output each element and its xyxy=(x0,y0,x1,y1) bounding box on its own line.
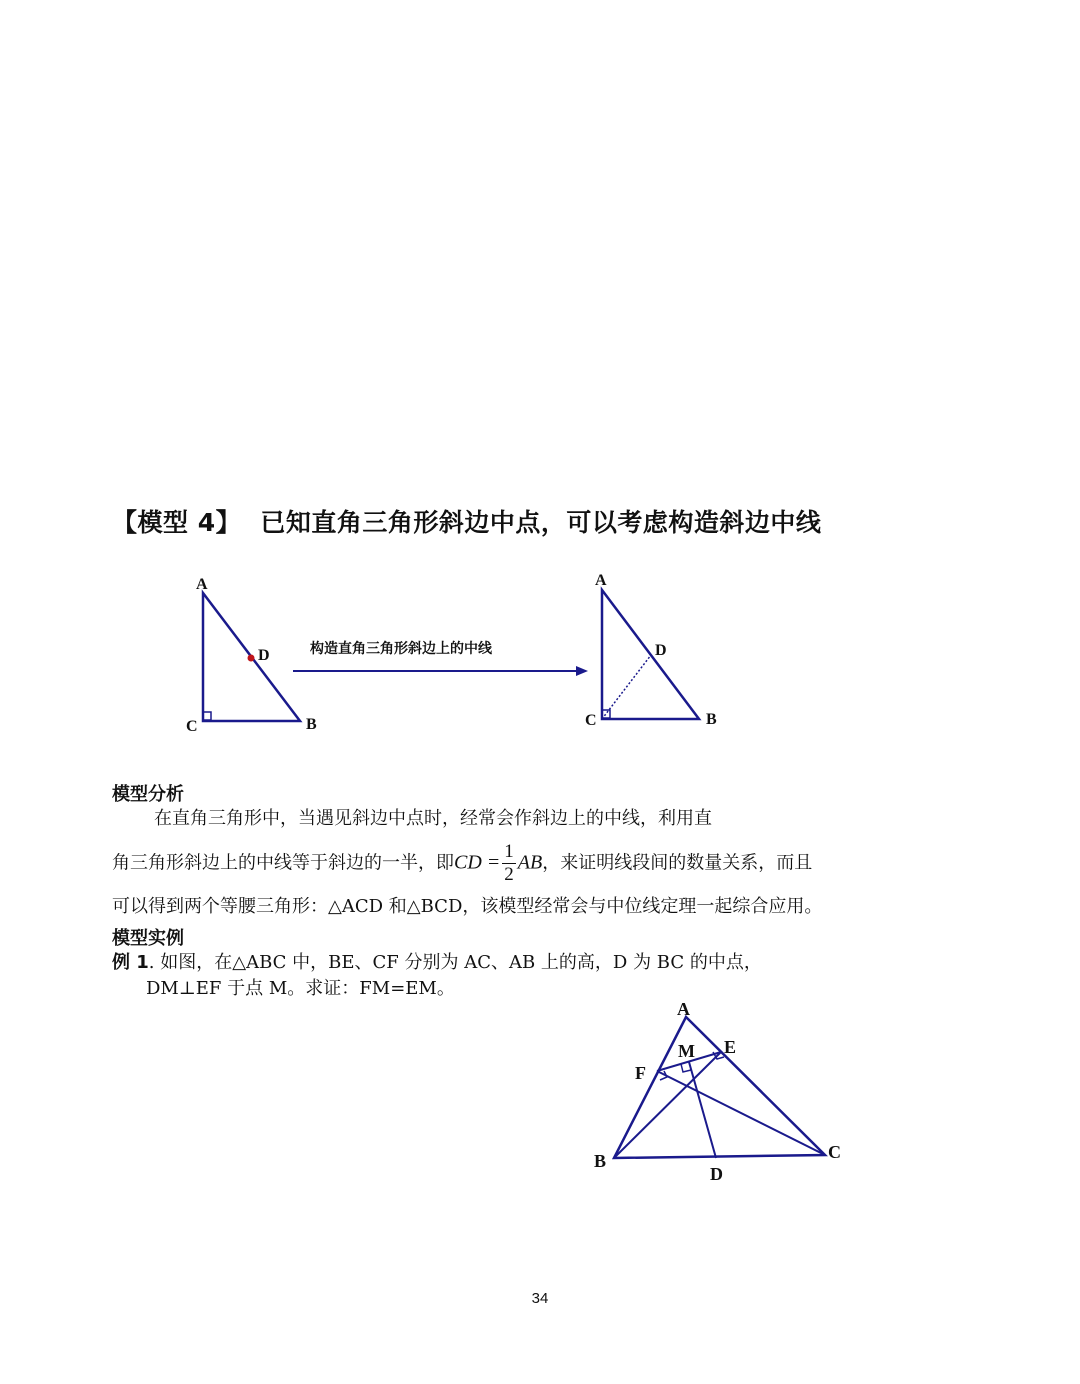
segment-cf xyxy=(657,1071,825,1155)
section-title xyxy=(112,503,821,539)
arrow-head xyxy=(576,666,588,676)
label-d: D xyxy=(710,1164,723,1184)
analysis-line-3: 可以得到两个等腰三角形：△ACD 和△BCD，该模型经常会与中位线定理一起综合应用。 xyxy=(112,896,823,917)
page-number: 34 xyxy=(531,1290,549,1307)
right-label-c: C xyxy=(585,712,597,729)
example-heading: 模型实例 xyxy=(112,928,184,949)
example-text-1: . 如图，在△ABC 中，BE、CF 分别为 AC、AB 上的高，D 为 BC 的中点， xyxy=(148,952,762,973)
analysis-heading: 模型分析 xyxy=(112,784,184,805)
label-b: B xyxy=(594,1151,607,1171)
arrow-label: 构造直角三角形斜边上的中线 xyxy=(310,641,492,657)
median-cd xyxy=(602,655,651,719)
formula-numerator: 1 xyxy=(504,841,514,862)
label-e: E xyxy=(724,1037,737,1057)
segment-dm xyxy=(689,1062,716,1158)
figure-construction xyxy=(170,565,730,745)
example-label: 例 1 xyxy=(112,952,149,973)
triangle-abc xyxy=(614,1017,825,1158)
left-label-c: C xyxy=(186,718,198,735)
formula-lhs: CD = xyxy=(454,851,501,874)
example-line-1 xyxy=(112,950,762,976)
analysis-line-1: 在直角三角形中，当遇见斜边中点时，经常会作斜边上的中线，利用直 xyxy=(154,808,712,829)
analysis-line-2-post: ，来证明线段间的数量关系，而且 xyxy=(542,852,813,874)
model-tag: 【模型 4】 xyxy=(112,508,242,537)
label-c: C xyxy=(828,1142,841,1162)
analysis-line-2 xyxy=(112,841,812,886)
title-text: 已知直角三角形斜边中点，可以考虑构造斜边中线 xyxy=(260,508,822,537)
left-label-a: A xyxy=(196,576,208,593)
analysis-line-2-pre: 角三角形斜边上的中线等于斜边的一半，即 xyxy=(112,852,454,874)
right-label-a: A xyxy=(595,572,607,589)
formula-rhs: AB xyxy=(517,851,543,874)
midpoint-d-dot xyxy=(248,655,255,662)
left-label-d: D xyxy=(258,647,270,664)
example-line-2: DM⊥EF 于点 M。求证：FM=EM。 xyxy=(146,978,455,999)
formula-denominator: 2 xyxy=(504,864,514,885)
figure-example xyxy=(585,995,865,1190)
label-f: F xyxy=(635,1063,646,1083)
label-a: A xyxy=(677,999,690,1019)
right-label-b: B xyxy=(706,711,717,728)
formula-fraction xyxy=(502,841,516,886)
label-m: M xyxy=(678,1041,695,1061)
left-label-b: B xyxy=(306,716,317,733)
right-label-d: D xyxy=(655,642,667,659)
